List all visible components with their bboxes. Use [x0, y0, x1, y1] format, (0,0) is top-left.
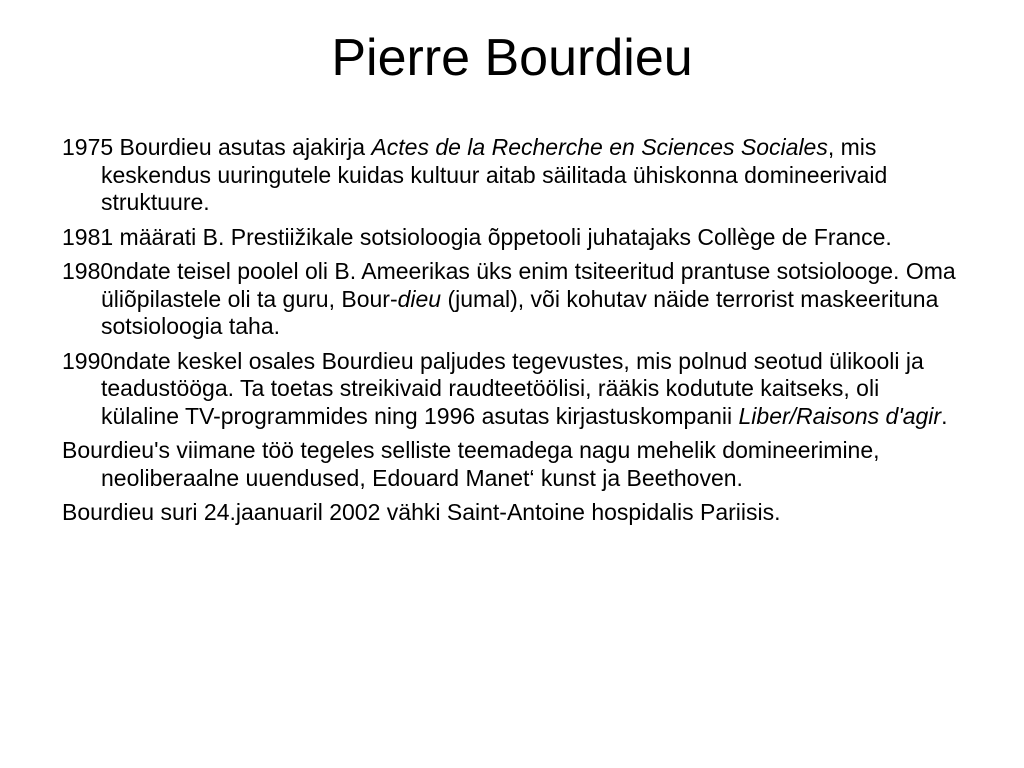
paragraph-text: 1981 määrati B. Prestiižikale sotsioloogia õppetooli juhatajaks Collège de France.	[62, 223, 892, 250]
paragraph-1981	[62, 224, 962, 252]
paragraph-text: Bourdieu suri 24.jaanuaril 2002 vähki Saint-Antoine hospidalis Pariisis.	[62, 499, 781, 525]
paragraph-last-work	[62, 437, 962, 492]
paragraph-1990s	[62, 348, 962, 431]
paragraph-text: 1990ndate keskel osales Bourdieu paljudes tegevustes, mis polnud seotud ülikooli ja teadustööga. Ta toetas streikivaid raudteetöölisi, rääkis kodutute kaitseks, oli külaline TV-programmides ning 1996 asutas kirjastuskompanii	[62, 347, 924, 429]
emphasis-dieu: dieu	[397, 285, 442, 312]
paragraph-1980s	[62, 258, 962, 341]
paragraph-text: 1980ndate teisel poolel oli B. Ameerikas üks enim tsiteeritud prantuse sotsiolooge. Oma üliõpilastele oli ta guru, Bour-	[62, 258, 956, 312]
paragraph-text: (jumal), või kohutav näide terrorist maskeerituna sotsioloogia taha.	[101, 285, 939, 339]
paragraph-text: .	[941, 402, 948, 429]
slide-title: Pierre Bourdieu	[331, 29, 693, 87]
slide-body	[62, 134, 962, 534]
paragraph-text: , mis keskendus uuringutele kuidas kultuur aitab säilitada ühiskonna domineerivaid struktuure.	[101, 134, 888, 215]
paragraph-death	[62, 499, 962, 527]
paragraph-text: 1975 Bourdieu asutas ajakirja	[62, 134, 372, 160]
publisher-name: Liber/Raisons d'agir	[738, 402, 942, 429]
journal-title: Actes de la Recherche en Sciences Sociales	[371, 134, 828, 160]
paragraph-text: Bourdieu's viimane töö tegeles selliste teemadega nagu mehelik domineerimine, neoliberaalne uuendused, Edouard Manet‘ kunst ja Beethoven.	[62, 437, 880, 491]
paragraph-1975	[62, 134, 962, 217]
